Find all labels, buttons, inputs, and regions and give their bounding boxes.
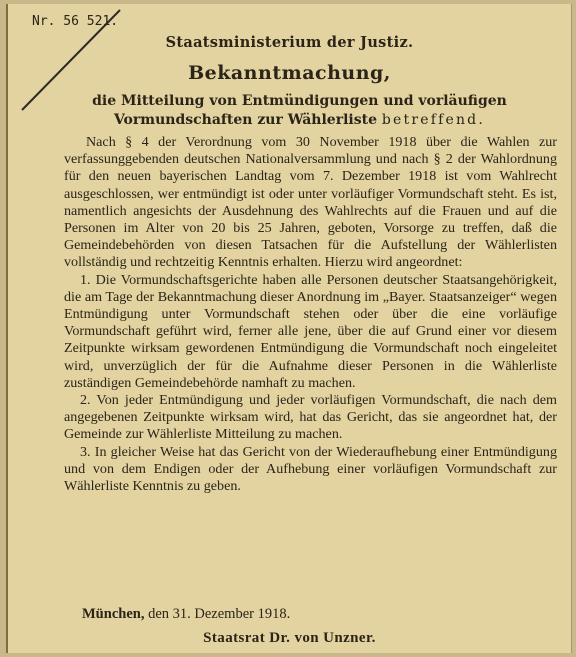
document-number: Nr. 56 521.: [32, 14, 119, 29]
list-item: 2. Von jeder Entmündigung und jeder vorläufigen Vormundschaft, die nach dem angegebenen Zeitpunkte wirksam wird, hat das Gericht, das sie angeordnet hat, der Gemeinde zur Wählerliste Mitteilung zu machen.: [64, 392, 557, 443]
announcement-body: [64, 134, 557, 495]
place-date-line: [82, 606, 290, 623]
place: München,: [82, 606, 145, 622]
document-subtitle: [48, 92, 551, 130]
document-title: Bekanntmachung,: [188, 62, 391, 84]
list-item: 3. In gleicher Weise hat das Gericht von der Wiederaufhebung einer Entmündigung und von dem Endigen oder der Aufhebung einer vorläufigen Vormundschaft zur Wählerliste Kenntnis zu geben.: [64, 443, 557, 495]
date: den 31. Dezember 1918.: [148, 606, 291, 622]
newspaper-clipping: [6, 4, 572, 653]
ministry-heading: Staatsministerium der Justiz.: [165, 34, 414, 51]
list-item: 1. Die Vormundschaftsgerichte haben alle Personen deutscher Staatsangehörigkeit, die am Tage der Bekanntmachung dieser Anordnung im „Bayer. Staatsanzeiger“ wegen Entmündigung unter Vormundschaft stehen oder über die eine vorläufige Vormundschaft geführt wird, ferner alle jene, über die auf Grund einer vor diesem Zeitpunkte wirksam gewordenen Entmündigung die Vormundschaft noch eingeleitet wird, unverzüglich der für die Aufnahme dieser Personen in die Wählerliste zuständigen Gemeindebehörde namhaft zu machen.: [64, 271, 557, 391]
signature: Staatsrat Dr. von Unzner.: [203, 630, 376, 646]
intro-paragraph: Nach § 4 der Verordnung vom 30 November 1918 über die Wahlen zur verfassunggebenden deutschen Nationalversammlung und nach § 2 der Wahlordnung für den neuen bayerischen Landtag vom 7. Dezember 1918 ist vom Wahlrecht ausgeschlossen, wer entmündigt ist oder unter vorläufiger Vormundschaft steht. Es ist, namentlich angesichts der Ausdehnung des Wahlrechts auf die Frauen und auf die Personen im Alter von 20 bis 25 Jahren, geboten, Vorsorge zu treffen, daß die Gemeindebehörden von diesen Tatsachen für die Aufstellung der Wählerlisten vollständig und rechtzeitig Kenntnis erhalten. Hierzu wird angeordnet:: [64, 134, 557, 271]
subtitle-line-2: [48, 111, 551, 130]
subtitle-spaced-word: betreffend.: [381, 112, 485, 128]
subtitle-line-2-text: Vormundschaften zur Wählerliste: [113, 112, 377, 128]
subtitle-line-1: die Mitteilung von Entmündigungen und vorläufigen: [92, 93, 507, 109]
